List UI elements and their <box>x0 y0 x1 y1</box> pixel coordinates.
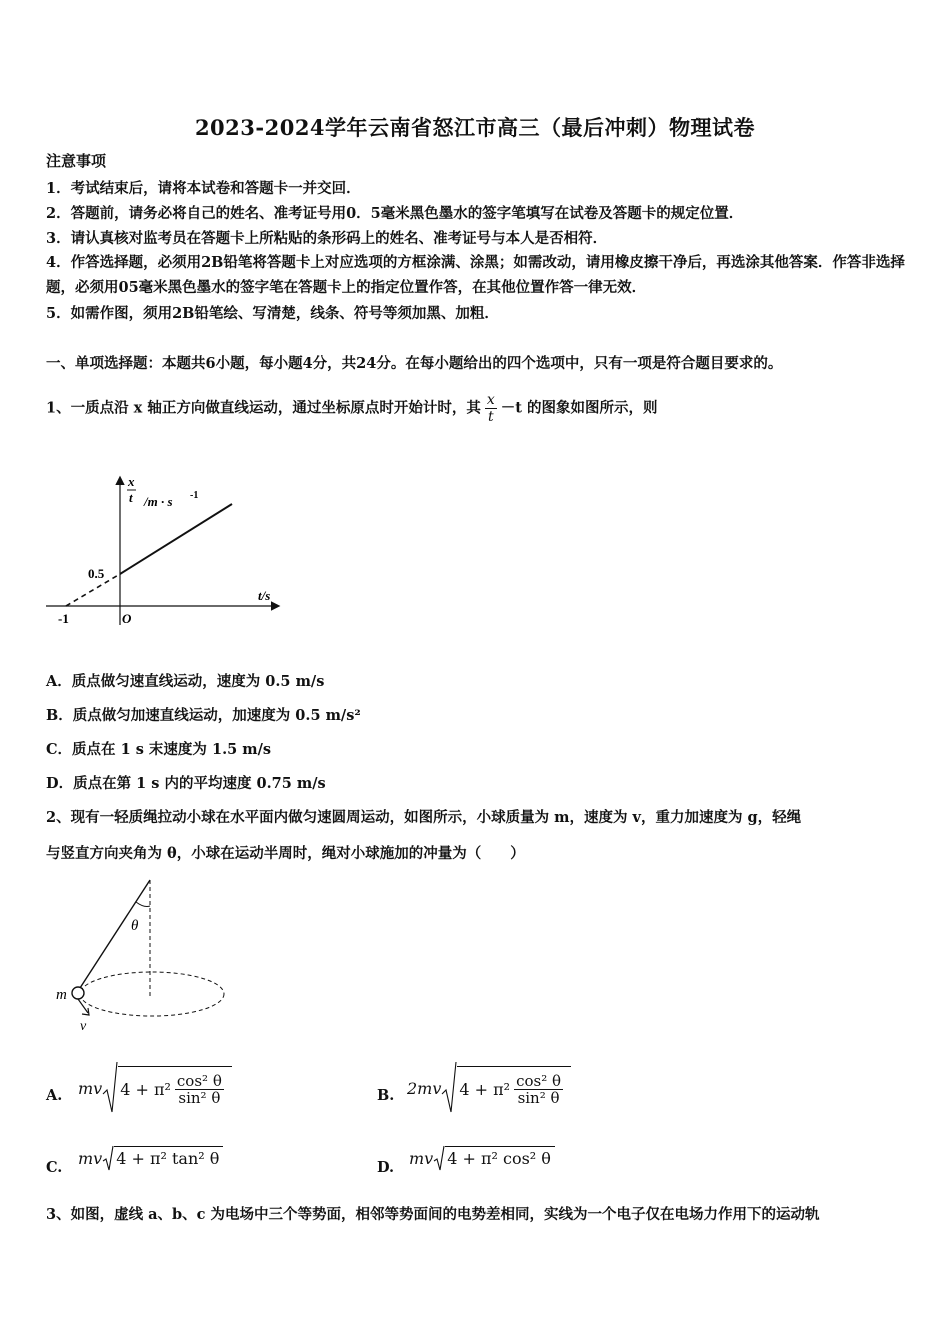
notice-item: 2．答题前，请务必将自己的姓名、准考证号用0．5毫米黑色墨水的签字笔填写在试卷及答题卡的规定位置． <box>46 205 744 222</box>
question-2-stem-line1: 2、现有一轻质绳拉动小球在水平面内做匀速圆周运动，如图所示，小球质量为 m，速度为 v，重力加速度为 g，轻绳 <box>46 809 802 826</box>
q1-option-b: B．质点做匀加速直线运动，加速度为 0.5 m/s² <box>46 707 361 724</box>
q1-fraction <box>485 392 497 425</box>
q2-opt-a-coef: mv <box>78 1078 103 1098</box>
q2-opt-b-inner: 4 + π² <box>459 1080 511 1099</box>
mass-label: m <box>56 987 67 1003</box>
section-heading: 一、单项选择题：本题共6小题，每小题4分，共24分。在每小题给出的四个选项中，只有一项是符合题目要求的。 <box>46 355 783 372</box>
sqrt-sign <box>433 1144 445 1172</box>
velocity-label: v <box>80 1019 87 1034</box>
y-unit-exp: -1 <box>190 490 199 501</box>
q2-option-c-formula <box>78 1142 223 1174</box>
sqrt-sign <box>441 1060 457 1116</box>
data-line <box>120 504 232 574</box>
q2-opt-a-frac <box>175 1073 224 1106</box>
angle-label: θ <box>131 918 139 934</box>
q2-opt-b-frac <box>514 1073 563 1106</box>
q2-option-c-label <box>46 1157 62 1176</box>
q2-opt-b-fden: sin² θ <box>517 1089 560 1107</box>
q1-option-a: A．质点做匀速直线运动，速度为 0.5 m/s <box>46 673 325 690</box>
q2-opt-a-letter: A. <box>46 1087 63 1104</box>
rope <box>80 880 150 988</box>
q2-option-b-formula <box>407 1058 571 1118</box>
sqrt-body <box>118 1066 232 1106</box>
y-label-num: x <box>128 474 135 489</box>
q2-option-d-formula <box>409 1142 555 1174</box>
q2-opt-d-inner: 4 + π² cos² θ <box>445 1146 555 1168</box>
q2-opt-d-letter: D. <box>377 1159 395 1176</box>
sqrt-sign <box>102 1060 118 1116</box>
q2-option-a-label <box>46 1085 62 1104</box>
question-3-stem: 3、如图，虚线 a、b、c 为电场中三个等势面，相邻等势面间的电势差相同，实线为一个电子仅在电场力作用下的运动轨 <box>46 1206 820 1223</box>
q2-opt-b-fnum: cos² θ <box>516 1072 562 1090</box>
q1-option-c: C．质点在 1 s 末速度为 1.5 m/s <box>46 741 272 758</box>
q1-graph <box>40 470 290 630</box>
notice-item: 4．作答选择题，必须用2B铅笔将答题卡上对应选项的方框涂满、涂黑；如需改动，请用橡皮擦干净后，再选涂其他答案．作答非选择题，必须用05毫米黑色墨水的签字笔在答题卡上的指定位置作答，在其他位置作答一律无效． <box>46 254 905 296</box>
q2-opt-c-inner: 4 + π² tan² θ <box>114 1146 223 1168</box>
q2-opt-d-coef: mv <box>409 1148 434 1168</box>
y-label-den: t <box>129 490 133 505</box>
angle-arc <box>136 902 150 907</box>
y-unit: /m · s <box>144 494 173 509</box>
intercept-label: 0.5 <box>88 566 105 581</box>
q1-frac-den: t <box>487 409 494 425</box>
q2-opt-a-fnum: cos² θ <box>176 1072 222 1090</box>
neg-tick-label: -1 <box>58 611 69 626</box>
question-1-stem <box>46 392 657 425</box>
q1-option-d: D．质点在第 1 s 内的平均速度 0.75 m/s <box>46 775 326 792</box>
q1-stem-pre: 1、一质点沿 x 轴正方向做直线运动，通过坐标原点时开始计时，其 <box>46 399 481 417</box>
q1-frac-num: x <box>486 392 495 408</box>
q2-option-a-formula <box>78 1058 232 1118</box>
q2-figure <box>48 874 238 1039</box>
q2-opt-c-letter: C. <box>46 1159 63 1176</box>
q2-opt-a-fden: sin² θ <box>178 1089 221 1107</box>
q2-option-d-label <box>377 1157 394 1176</box>
velocity-arrow <box>78 999 88 1013</box>
q2-option-b-label <box>377 1085 394 1104</box>
orbit-ellipse <box>80 972 224 1016</box>
x-label: t/s <box>258 588 271 603</box>
origin-label: O <box>122 611 132 626</box>
notice-item: 1．考试结束后，请将本试卷和答题卡一并交回． <box>46 180 361 197</box>
q2-opt-b-letter: B. <box>377 1087 395 1104</box>
ball <box>72 987 84 999</box>
sqrt-sign <box>102 1144 114 1172</box>
page-title: 2023-2024学年云南省怒江市高三（最后冲刺）物理试卷 <box>194 115 756 140</box>
q2-opt-b-coef: 2mv <box>407 1078 442 1098</box>
q1-stem-post: －t 的图象如图所示，则 <box>500 399 658 417</box>
question-2-stem-line2: 与竖直方向夹角为 θ，小球在运动半周时，绳对小球施加的冲量为（ ） <box>46 845 525 862</box>
notice-heading: 注意事项 <box>46 152 107 170</box>
sqrt-body <box>457 1066 571 1106</box>
q2-opt-a-inner: 4 + π² <box>120 1080 171 1099</box>
q2-opt-c-coef: mv <box>78 1148 103 1168</box>
notice-item: 3．请认真核对监考员在答题卡上所粘贴的条形码上的姓名、准考证号与本人是否相符． <box>46 230 608 247</box>
notice-item: 5．如需作图，须用2B铅笔绘、写清楚，线条、符号等须加黑、加粗． <box>46 305 499 322</box>
